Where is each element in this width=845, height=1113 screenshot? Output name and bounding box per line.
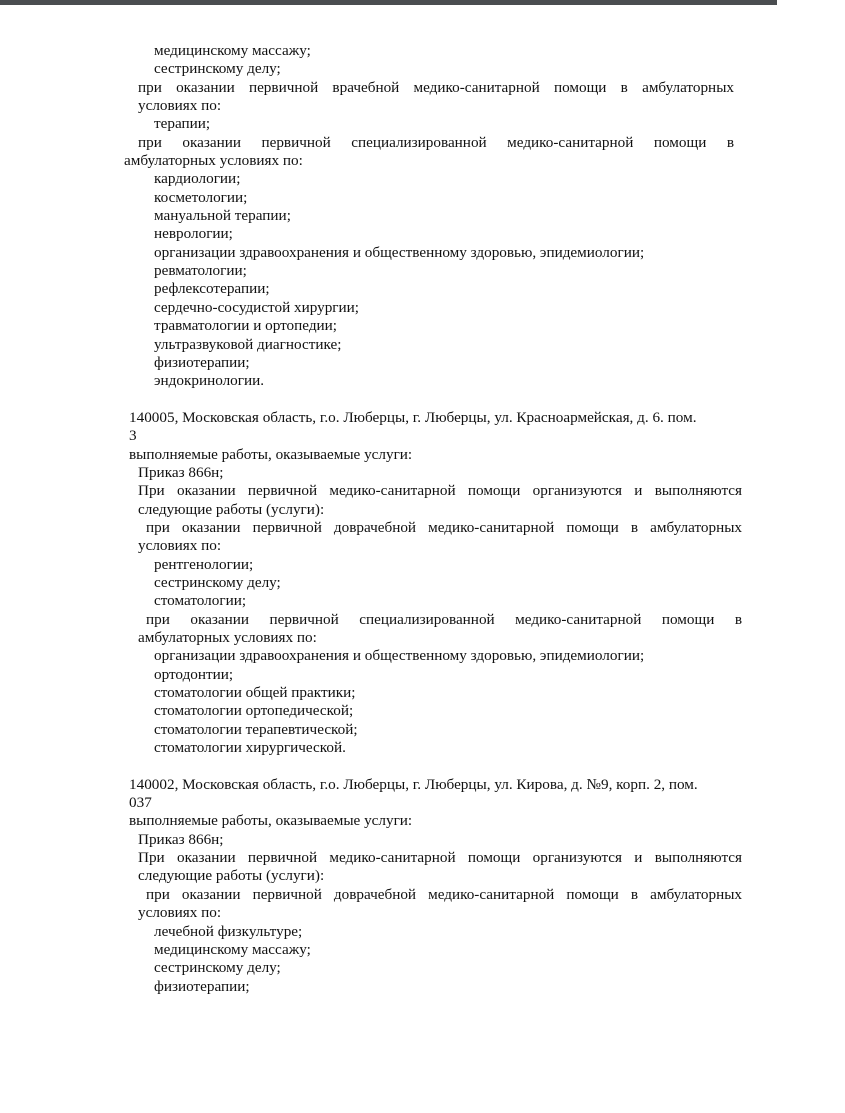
list-item: стоматологии общей практики;: [154, 684, 356, 702]
intro-text-cont: следующие работы (услуги):: [138, 867, 325, 885]
section-heading: [0, 519, 845, 537]
address-line: 3: [129, 427, 137, 445]
works-label: выполняемые работы, оказываемые услуги:: [129, 812, 413, 830]
list-item: лечебной физкультуре;: [154, 922, 303, 940]
section-heading-cont: амбулаторных условиях по:: [138, 629, 317, 646]
address-line: 140005, Московская область, г.о. Люберцы, г. Люберцы, ул. Красноармейская, д. 6. пом.: [129, 408, 697, 426]
section-heading: [0, 611, 845, 629]
paragraph-gap: [0, 391, 845, 409]
section-heading-text: при оказании первичной специализированной медико-санитарной помощи в: [138, 133, 734, 151]
section-heading-text: при оказании первичной доврачебной медико-санитарной помощи в амбулаторных: [146, 518, 742, 536]
list-item: стоматологии терапевтической;: [154, 720, 358, 738]
section-heading-text: при оказании первичной специализированной медико-санитарной помощи в: [146, 610, 742, 628]
list-item: стоматологии хирургической.: [154, 739, 346, 757]
order-reference: Приказ 866н;: [138, 830, 224, 848]
list-item: ортодонтии;: [154, 665, 234, 683]
works-label: выполняемые работы, оказываемые услуги:: [129, 445, 413, 463]
list-item: эндокринологии.: [154, 372, 265, 390]
list-item: неврологии;: [154, 225, 233, 243]
list-item: кардиологии;: [154, 170, 241, 188]
intro-text-line: При оказании первичной медико-санитарной помощи организуются и выполняются: [138, 849, 742, 867]
list-item: терапии;: [154, 115, 211, 133]
section-heading-text: при оказании первичной доврачебной медико-санитарной помощи в амбулаторных: [146, 885, 742, 903]
list-item: рентгенологии;: [154, 555, 254, 573]
address-line: 140002, Московская область, г.о. Люберцы, г. Люберцы, ул. Кирова, д. №9, корп. 2, пом.: [129, 775, 698, 793]
section-heading: [0, 886, 845, 904]
list-item: медицинскому массажу;: [154, 940, 311, 958]
intro-text-cont: следующие работы (услуги):: [138, 500, 325, 518]
list-item: мануальной терапии;: [154, 207, 291, 225]
intro-text-line: При оказании первичной медико-санитарной помощи организуются и выполняются: [138, 482, 742, 500]
list-item: сестринскому делу;: [154, 959, 281, 977]
list-item: медицинскому массажу;: [154, 42, 311, 59]
address-block: [0, 409, 845, 758]
section-heading-cont: условиях по:: [138, 537, 222, 555]
section-heading: [0, 79, 845, 97]
list-item: стоматологии;: [154, 592, 247, 610]
intro-text: [0, 482, 845, 500]
block-continuation: [0, 42, 845, 391]
list-item: косметологии;: [154, 188, 248, 206]
section-heading-text: при оказании первичной врачебной медико-санитарной помощи в амбулаторных: [138, 78, 734, 96]
section-heading-cont: условиях по:: [138, 97, 222, 115]
list-item: стоматологии ортопедической;: [154, 702, 354, 720]
order-reference: Приказ 866н;: [138, 463, 224, 481]
section-heading-cont: амбулаторных условиях по:: [124, 152, 303, 170]
address-block: [0, 776, 845, 996]
section-heading-cont: условиях по:: [138, 904, 222, 922]
list-item: ультразвуковой диагностике;: [154, 335, 342, 353]
list-item: рефлексотерапии;: [154, 280, 270, 298]
list-item: сестринскому делу;: [154, 573, 281, 591]
section-heading: [0, 134, 845, 152]
document-page: [0, 42, 845, 996]
list-item: ревматологии;: [154, 262, 247, 280]
list-item: травматологии и ортопедии;: [154, 317, 338, 335]
list-item: сердечно-сосудистой хирургии;: [154, 298, 360, 316]
address-line: 037: [129, 794, 152, 812]
list-item: физиотерапии;: [154, 353, 250, 371]
list-item: организации здравоохранения и общественному здоровью, эпидемиологии;: [154, 647, 645, 665]
paragraph-gap: [0, 757, 845, 775]
list-item: физиотерапии;: [154, 977, 250, 995]
viewer-toolbar-strip: [0, 0, 777, 5]
list-item: сестринскому делу;: [154, 60, 281, 78]
list-item: организации здравоохранения и общественному здоровью, эпидемиологии;: [154, 243, 645, 261]
intro-text: [0, 849, 845, 867]
